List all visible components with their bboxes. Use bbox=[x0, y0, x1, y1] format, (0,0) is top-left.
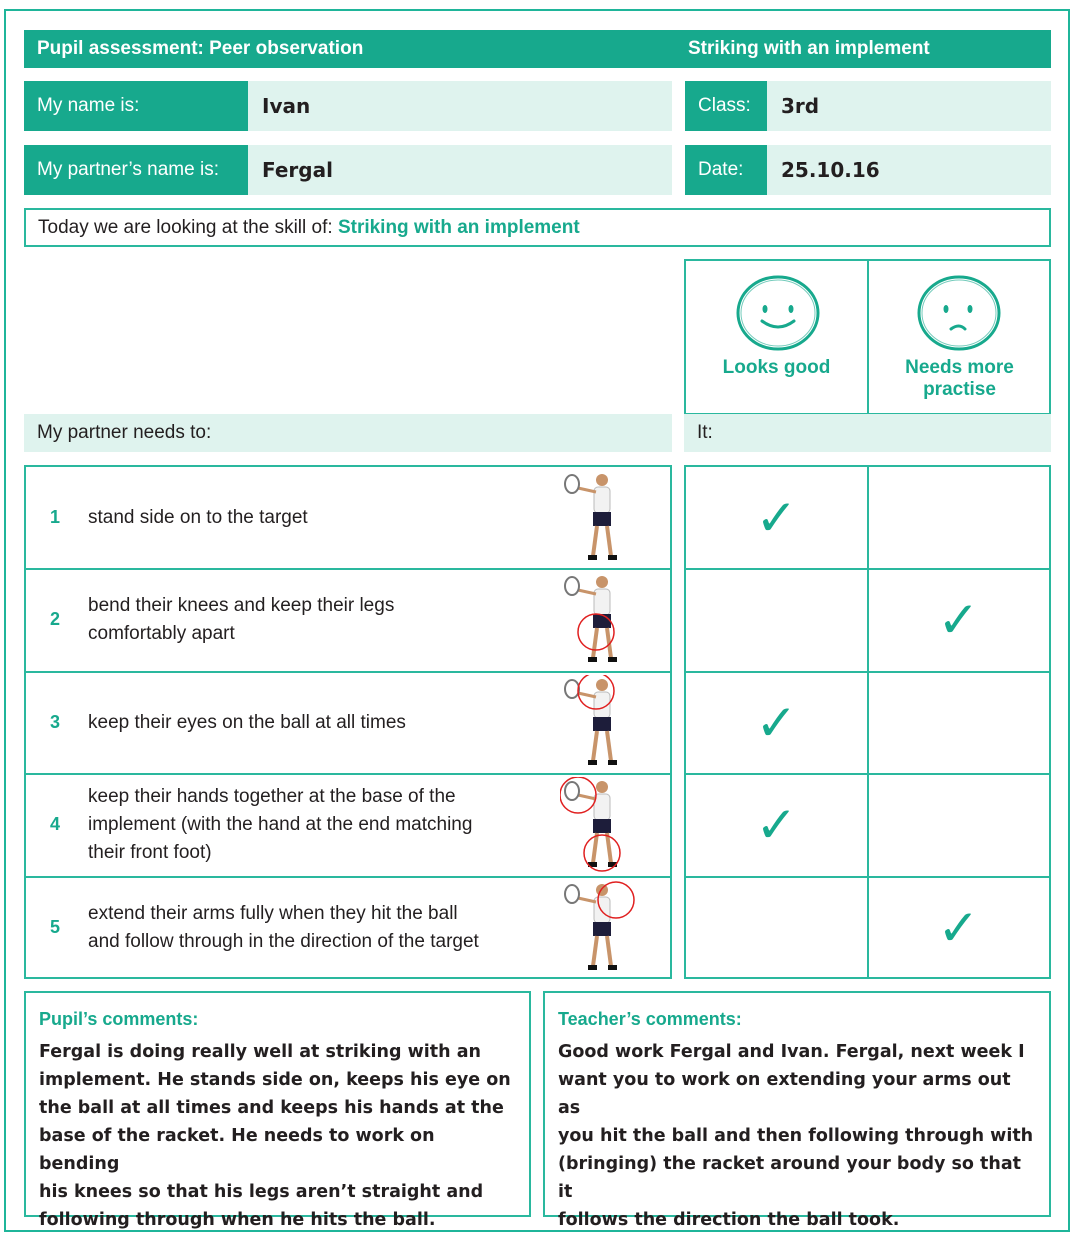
tennis-player-image bbox=[560, 470, 640, 566]
form-title: Pupil assessment: Peer observation bbox=[37, 38, 364, 59]
partner-needs-header bbox=[24, 414, 672, 452]
teacher-comments-title: Teacher’s comments: bbox=[558, 1009, 742, 1029]
needs-practise-cell[interactable] bbox=[868, 467, 1049, 568]
tennis-player-image bbox=[560, 572, 640, 668]
tennis-player-image bbox=[560, 880, 640, 976]
it-label: It: bbox=[697, 422, 713, 443]
row-number: 1 bbox=[49, 507, 60, 527]
row-number: 2 bbox=[49, 609, 60, 629]
check-icon: ✓ bbox=[755, 796, 798, 853]
row-number: 5 bbox=[49, 917, 60, 937]
date-field[interactable] bbox=[767, 145, 1051, 195]
pupil-comments-title: Pupil’s comments: bbox=[39, 1009, 199, 1029]
criterion-text bbox=[88, 569, 558, 670]
criterion-line: extend their arms fully when they hit the ball bbox=[88, 902, 458, 924]
pupil-comments-box bbox=[24, 991, 531, 1230]
criterion-text bbox=[88, 467, 558, 568]
teacher-comments-box bbox=[543, 991, 1051, 1230]
looks-good-cell[interactable] bbox=[686, 569, 867, 670]
row-number: 3 bbox=[49, 712, 60, 732]
needs-practise-cell[interactable] bbox=[868, 877, 1049, 978]
criterion-line: stand side on to the target bbox=[88, 506, 308, 528]
needs-practise-label bbox=[869, 357, 1050, 401]
partner-needs-label: My partner needs to: bbox=[37, 422, 212, 443]
topic-title: Striking with an implement bbox=[688, 38, 930, 59]
criterion-line: and follow through in the direction of the target bbox=[88, 930, 479, 952]
needs-practise-cell[interactable] bbox=[868, 672, 1049, 773]
comment-line: (bringing) the racket around your body so that it bbox=[558, 1154, 1022, 1202]
it-header bbox=[684, 414, 1051, 452]
check-icon: ✓ bbox=[755, 489, 798, 546]
header-bar bbox=[24, 30, 1051, 68]
needs-practise-cell[interactable] bbox=[868, 774, 1049, 875]
looks-good-cell[interactable] bbox=[686, 672, 867, 773]
name-value: Ivan bbox=[262, 94, 311, 118]
check-icon: ✓ bbox=[755, 694, 798, 751]
criterion-line: keep their eyes on the ball at all times bbox=[88, 711, 406, 733]
skill-prefix: Today we are looking at the skill of: bbox=[38, 216, 338, 238]
comment-line: base of the racket. He needs to work on bending bbox=[39, 1126, 435, 1174]
name-field[interactable] bbox=[248, 81, 672, 131]
needs-practise-line2: practise bbox=[923, 379, 996, 400]
needs-practise-cell[interactable] bbox=[868, 569, 1049, 670]
criterion-line: keep their hands together at the base of the bbox=[88, 785, 456, 807]
comment-line: implement. He stands side on, keeps his eye on bbox=[39, 1070, 511, 1090]
check-icon: ✓ bbox=[937, 591, 980, 648]
comment-line: Good work Fergal and Ivan. Fergal, next week I bbox=[558, 1042, 1025, 1062]
class-label: Class: bbox=[685, 81, 767, 131]
comment-line: follows the direction the ball took. bbox=[558, 1210, 900, 1230]
check-icon: ✓ bbox=[937, 899, 980, 956]
date-label: Date: bbox=[685, 145, 767, 195]
looks-good-cell[interactable] bbox=[686, 774, 867, 875]
criterion-text bbox=[88, 774, 558, 875]
needs-practise-line1: Needs more bbox=[905, 357, 1014, 378]
criterion-line: implement (with the hand at the end matching bbox=[88, 813, 473, 835]
comment-line: want you to work on extending your arms out as bbox=[558, 1070, 1011, 1118]
criterion-line: comfortably apart bbox=[88, 622, 235, 644]
comment-line: you hit the ball and then following through with bbox=[558, 1126, 1034, 1146]
name-label: My name is: bbox=[24, 81, 248, 131]
row-number: 4 bbox=[49, 814, 60, 834]
looks-good-cell[interactable] bbox=[686, 467, 867, 568]
comment-line: following through when he hits the ball. bbox=[39, 1210, 436, 1230]
partner-field[interactable] bbox=[248, 145, 672, 195]
highlight-circle bbox=[584, 835, 620, 871]
looks-good-label: Looks good bbox=[722, 357, 831, 378]
smiley-face-icon bbox=[734, 273, 822, 353]
criterion-line: bend their knees and keep their legs bbox=[88, 594, 395, 616]
tennis-player-image bbox=[560, 777, 640, 873]
class-value: 3rd bbox=[781, 94, 820, 118]
doubtful-face-icon bbox=[915, 273, 1003, 353]
tennis-player-image bbox=[560, 675, 640, 771]
skill-row bbox=[24, 208, 1051, 247]
looks-good-cell[interactable] bbox=[686, 877, 867, 978]
skill-name: Striking with an implement bbox=[337, 216, 580, 238]
class-field[interactable] bbox=[767, 81, 1051, 131]
criterion-text bbox=[88, 877, 558, 978]
comment-line: Fergal is doing really well at striking with an bbox=[39, 1042, 481, 1062]
date-value: 25.10.16 bbox=[781, 158, 880, 182]
comment-line: the ball at all times and keeps his hands at the bbox=[39, 1098, 504, 1118]
teacher-comments-text bbox=[558, 1038, 1036, 1234]
criterion-line: their front foot) bbox=[88, 841, 212, 863]
pupil-comments-text bbox=[39, 1038, 516, 1234]
rating-header bbox=[684, 259, 1051, 415]
partner-label: My partner’s name is: bbox=[24, 145, 248, 195]
comment-line: his knees so that his legs aren’t straight and bbox=[39, 1182, 484, 1202]
criterion-text bbox=[88, 672, 558, 773]
partner-value: Fergal bbox=[262, 158, 333, 182]
